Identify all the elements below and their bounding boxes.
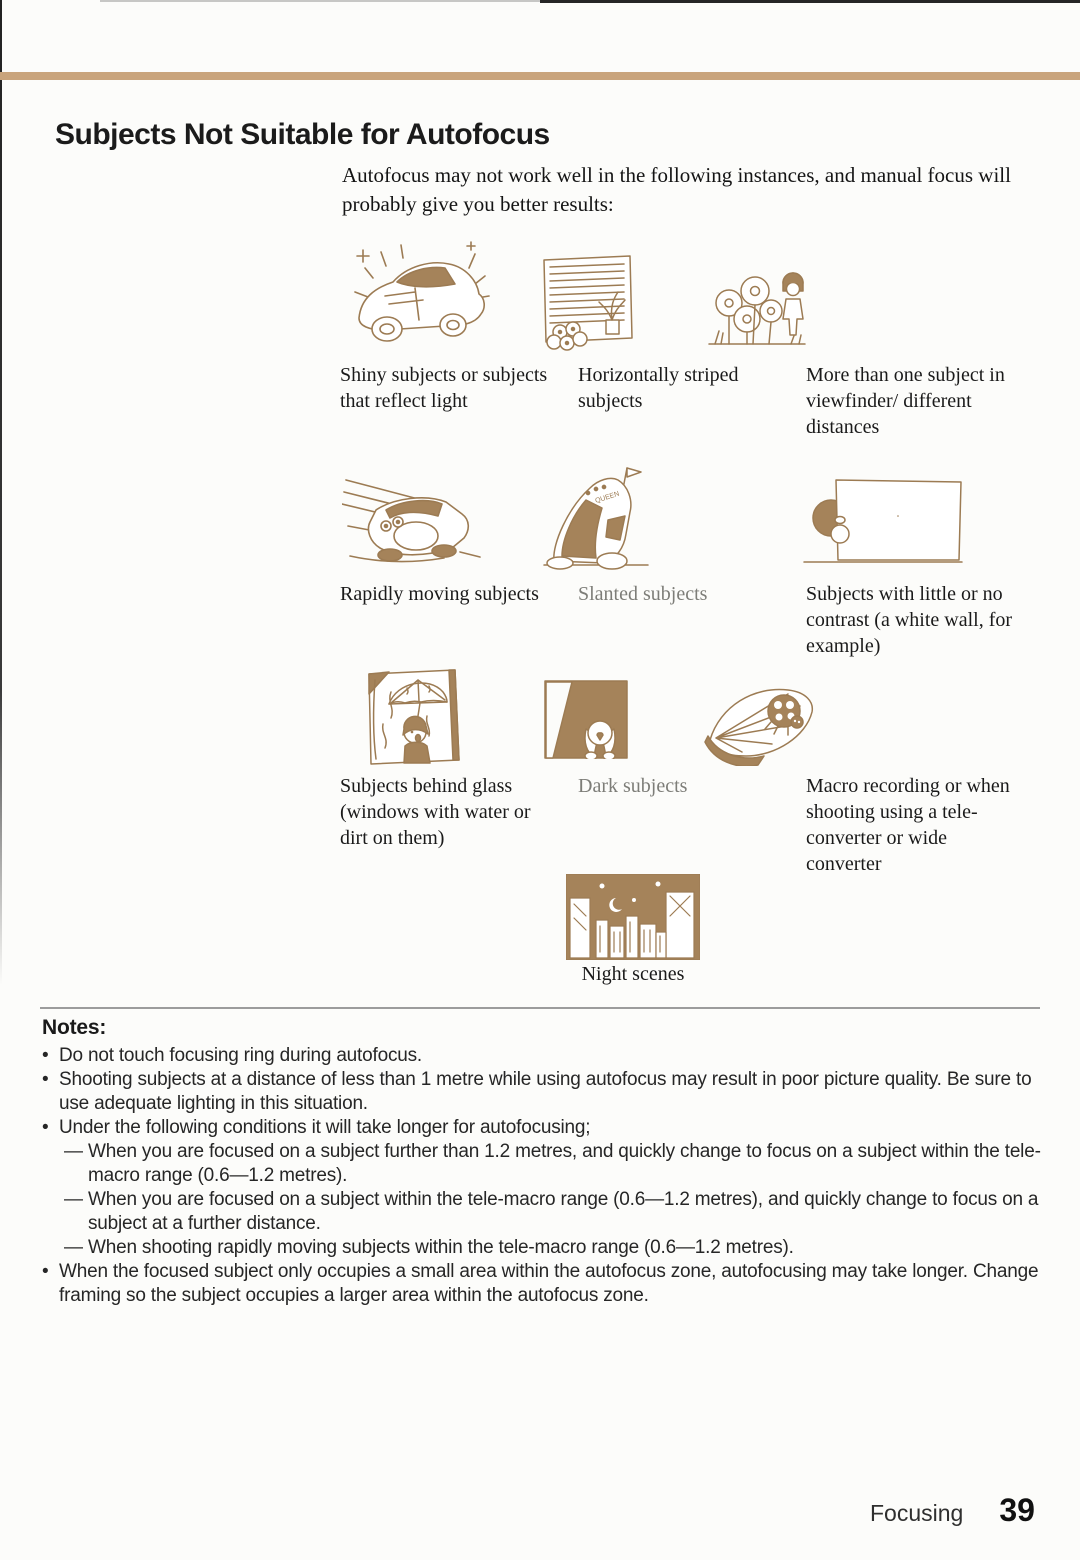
note-text: Do not touch focusing ring during autofocus. [59,1045,422,1066]
note-text: When the focused subject only occupies a small area within the autofocus zone, autofocusing may take longer. Change framing so the subject occupies a larger area within the autofocus zone. [59,1261,1039,1306]
note-subitem [64,1236,1044,1260]
striped-blinds-icon [536,250,638,352]
dash-marker: — [64,1237,83,1258]
caption-shiny-subjects: Shiny subjects or subjects that reflect light [340,364,548,412]
note-item [42,1260,1044,1308]
dash-marker: — [64,1189,83,1210]
flowers-and-girl-icon [703,253,811,351]
caption-slanted-subjects: Slanted subjects [578,583,708,605]
note-text: When shooting rapidly moving subjects within the tele-macro range (0.6—1.2 metres). [88,1237,794,1258]
note-item [42,1068,1044,1116]
note-text: When you are focused on a subject further than 1.2 metres, and quickly change to focus on a subject within the tele-macro range (0.6—1.2 metres). [88,1141,1041,1186]
caption-macro-recording: Macro recording or when shooting using a tele-converter or wide converter [806,775,1010,875]
scan-edge-left [0,0,2,985]
note-text: When you are focused on a subject within the tele-macro range (0.6—1.2 metres), and quickly change to focus on a subject at a further distance. [88,1189,1039,1234]
caption-dark-subjects: Dark subjects [578,775,688,797]
bullet-marker: • [42,1045,49,1066]
note-subitem [64,1188,1044,1236]
dash-marker: — [64,1141,83,1162]
ship-name-label: QUEEN [594,490,621,505]
caption-subjects-behind-glass: Subjects behind glass (windows with water or dirt on them) [340,775,531,849]
white-wall-icon [798,476,968,568]
page-footer [870,1492,1035,1529]
notes-divider [40,1007,1040,1009]
leaf-ladybug-icon [702,678,820,766]
footer-section-label: Focusing [870,1500,964,1526]
caption-multiple-subjects: More than one subject in viewfinder/ different distances [806,364,1005,438]
night-city-icon [566,874,700,960]
bullet-marker: • [42,1117,49,1138]
dark-scene-dog-icon [544,675,628,759]
note-text: Shooting subjects at a distance of less than 1 metre while using autofocus may result in poor picture quality. Be sure to use adequate lighting in this situation. [59,1069,1032,1114]
scan-edge-top [540,0,1080,3]
speeding-car-icon [342,464,492,570]
shiny-car-icon [345,236,493,356]
notes-section [42,1016,1044,1308]
scan-edge-top-faint [100,0,540,2]
bullet-marker: • [42,1069,49,1090]
window-glass-icon [363,666,465,768]
caption-moving-subjects: Rapidly moving subjects [340,583,539,605]
note-text: Under the following conditions it will take longer for autofocusing; [59,1117,591,1138]
caption-low-contrast-subjects: Subjects with little or no contrast (a white wall, for example) [806,583,1013,657]
note-subitem [64,1140,1044,1188]
bullet-marker: • [42,1261,49,1282]
intro-text: Autofocus may not work well in the following instances, and manual focus will probably give you better results: [342,163,1011,216]
caption-striped-subjects: Horizontally striped subjects [578,364,739,412]
note-item [42,1116,1044,1140]
footer-page-number: 39 [999,1492,1035,1528]
slanted-ship-icon [538,460,653,574]
section-divider-bar [0,72,1080,80]
page-title: Subjects Not Suitable for Autofocus [55,118,550,152]
notes-heading: Notes: [42,1016,107,1039]
caption-night-scenes: Night scenes [581,963,685,985]
note-item [42,1044,1044,1068]
